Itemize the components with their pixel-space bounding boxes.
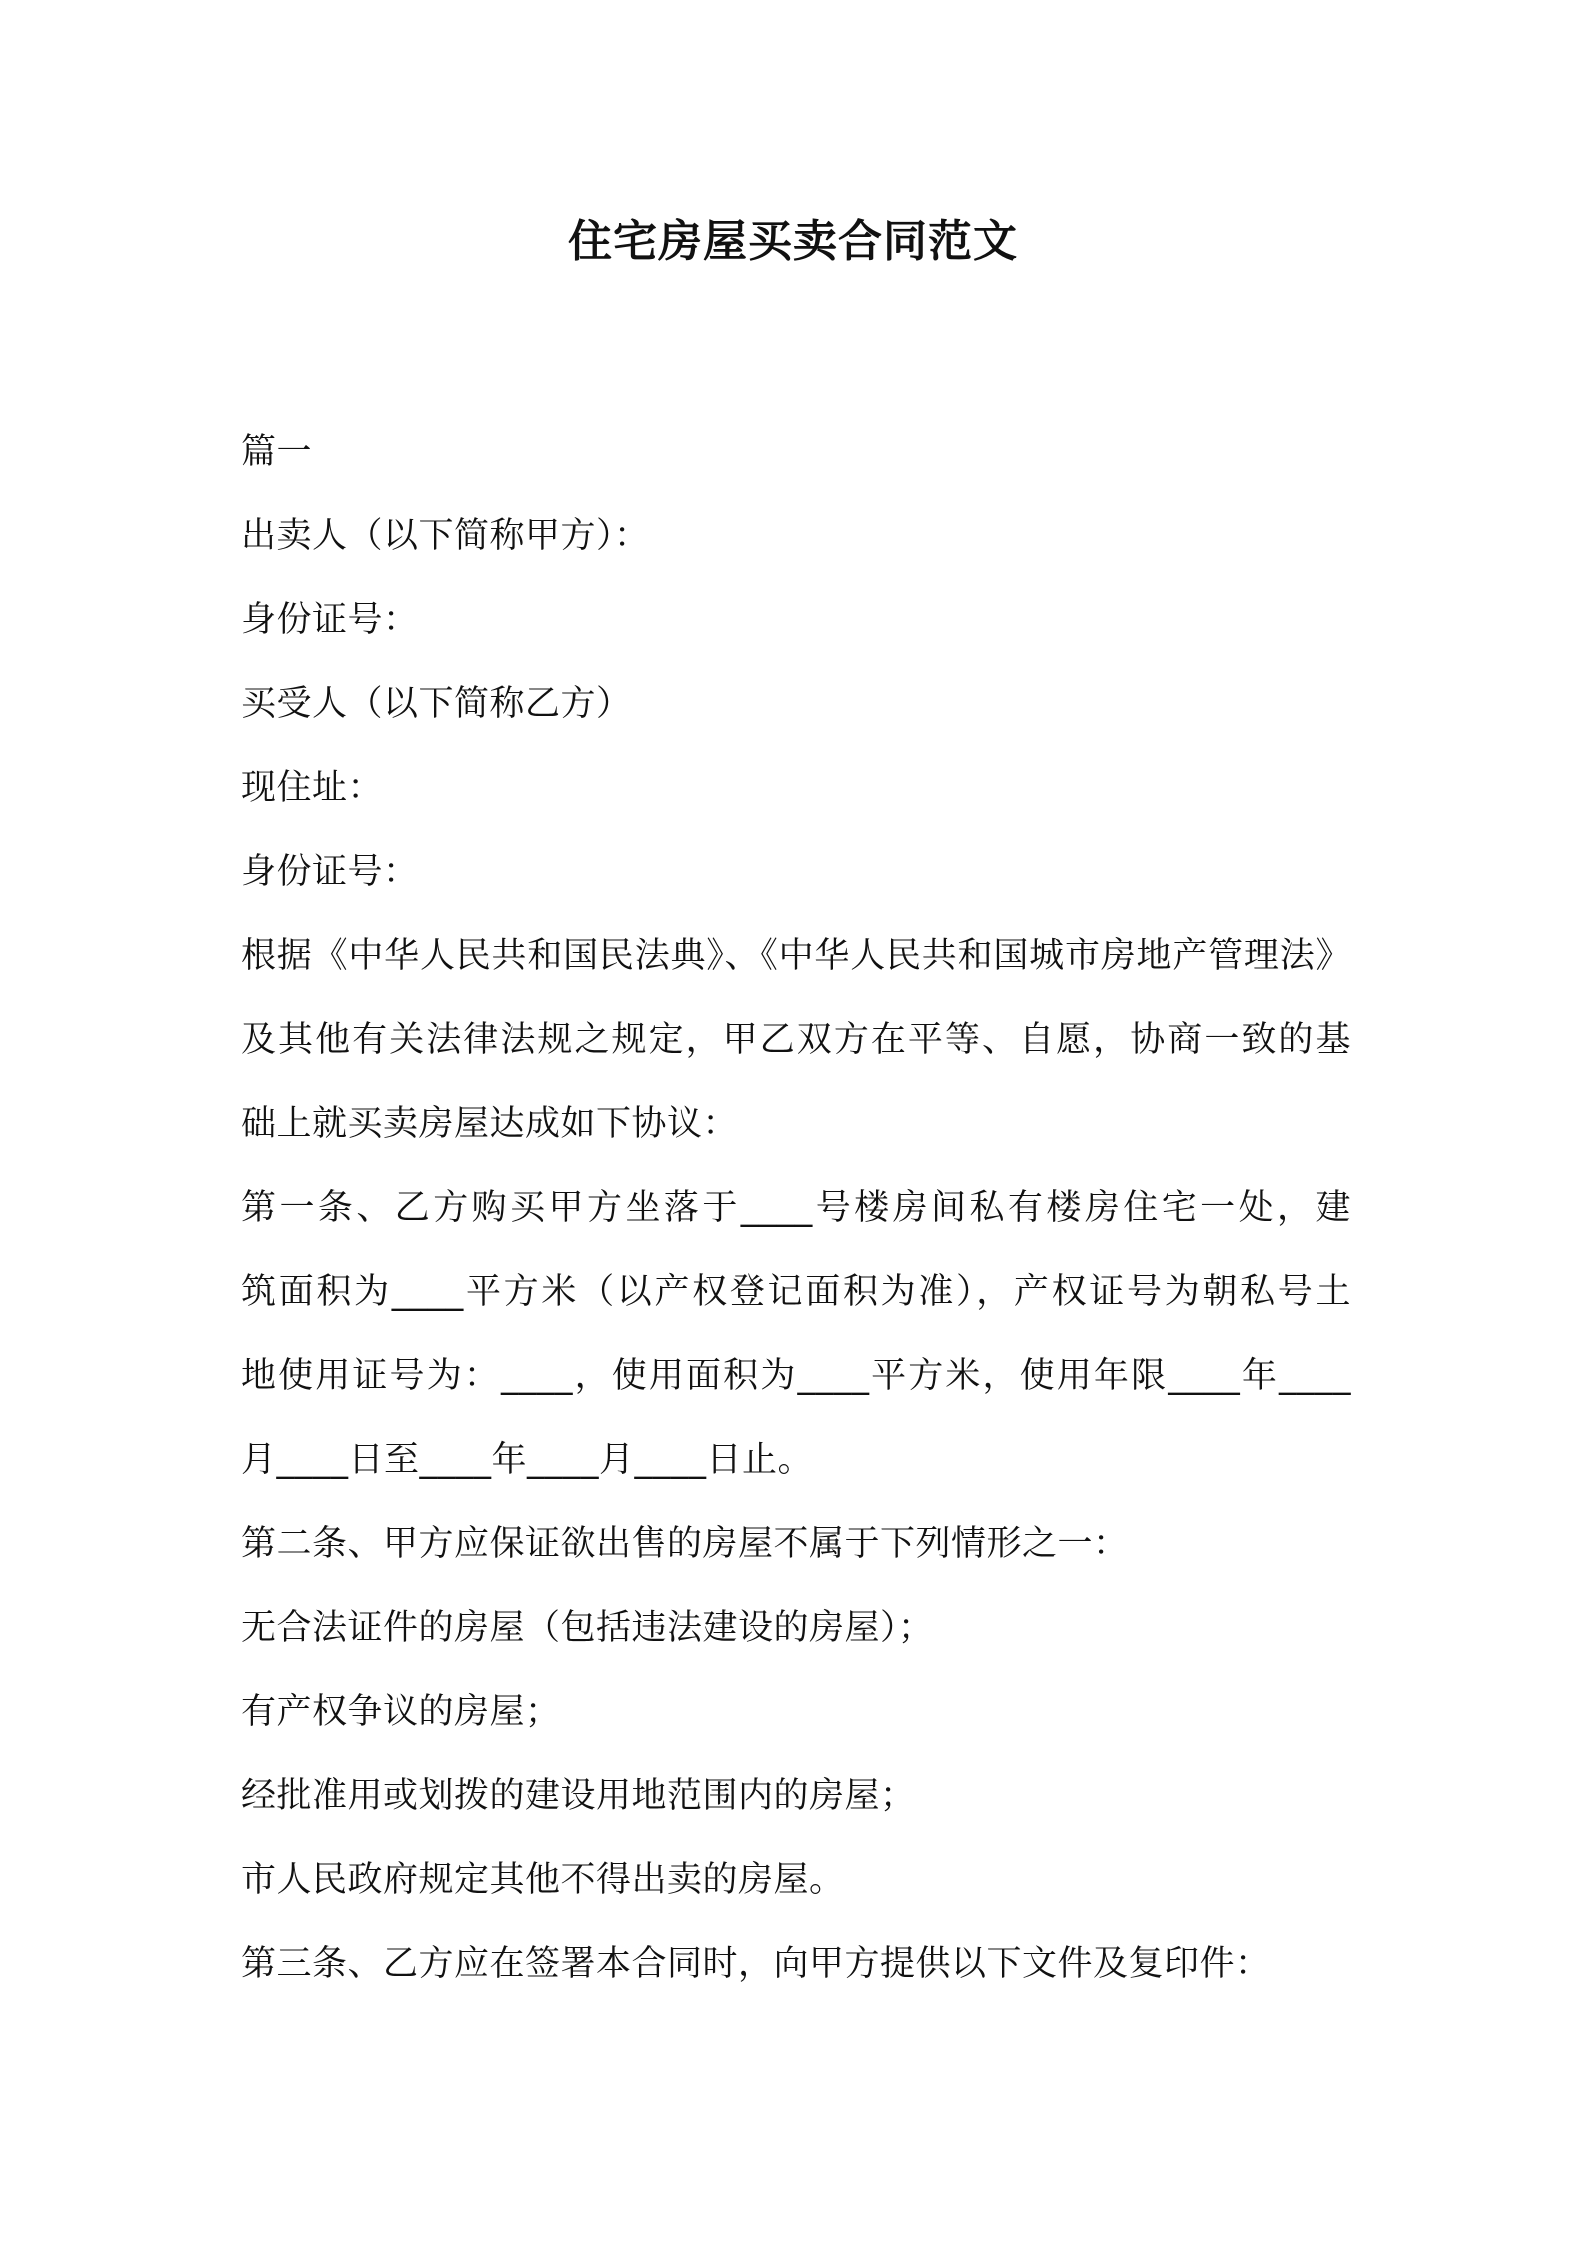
document-title: 住宅房屋买卖合同范文 (568, 216, 1018, 267)
section-heading: 篇一 (241, 432, 313, 472)
buyer-field: 买受人（以下简称乙方） (241, 684, 632, 724)
article-2-heading: 第二条、甲方应保证欲出售的房屋不属于下列情形之一： (241, 1524, 1129, 1564)
buyer-id-field: 身份证号： (241, 852, 419, 892)
document-body (241, 410, 1351, 2006)
paragraph-line: 及其他有关法律法规之规定，甲乙双方在平等、自愿，协商一致的基 (241, 1020, 1351, 1060)
article-1-line: 筑面积为____平方米（以产权登记面积为准），产权证号为朝私号土 (241, 1272, 1351, 1312)
article-3-heading: 第三条、乙方应在签署本合同时，向甲方提供以下文件及复印件： (241, 1944, 1271, 1984)
paragraph-line: 根据《中华人民共和国民法典》、《中华人民共和国城市房地产管理法》 (241, 936, 1351, 976)
seller-id-field: 身份证号： (241, 600, 419, 640)
article-1-line: 第一条、乙方购买甲方坐落于____号楼房间私有楼房住宅一处，建 (241, 1188, 1351, 1228)
paragraph-line: 础上就买卖房屋达成如下协议： (241, 1104, 739, 1144)
list-item: 市人民政府规定其他不得出卖的房屋。 (241, 1860, 845, 1900)
list-item: 有产权争议的房屋； (241, 1692, 561, 1732)
list-item: 经批准用或划拨的建设用地范围内的房屋； (241, 1776, 916, 1816)
article-1-line: 地使用证号为：____，使用面积为____平方米，使用年限____年____ (241, 1356, 1351, 1396)
list-item: 无合法证件的房屋（包括违法建设的房屋）； (241, 1608, 934, 1648)
seller-field: 出卖人（以下简称甲方）： (241, 516, 650, 556)
buyer-address-field: 现住址： (241, 768, 384, 808)
article-1-line: 月____日至____年____月____日止。 (241, 1440, 814, 1480)
